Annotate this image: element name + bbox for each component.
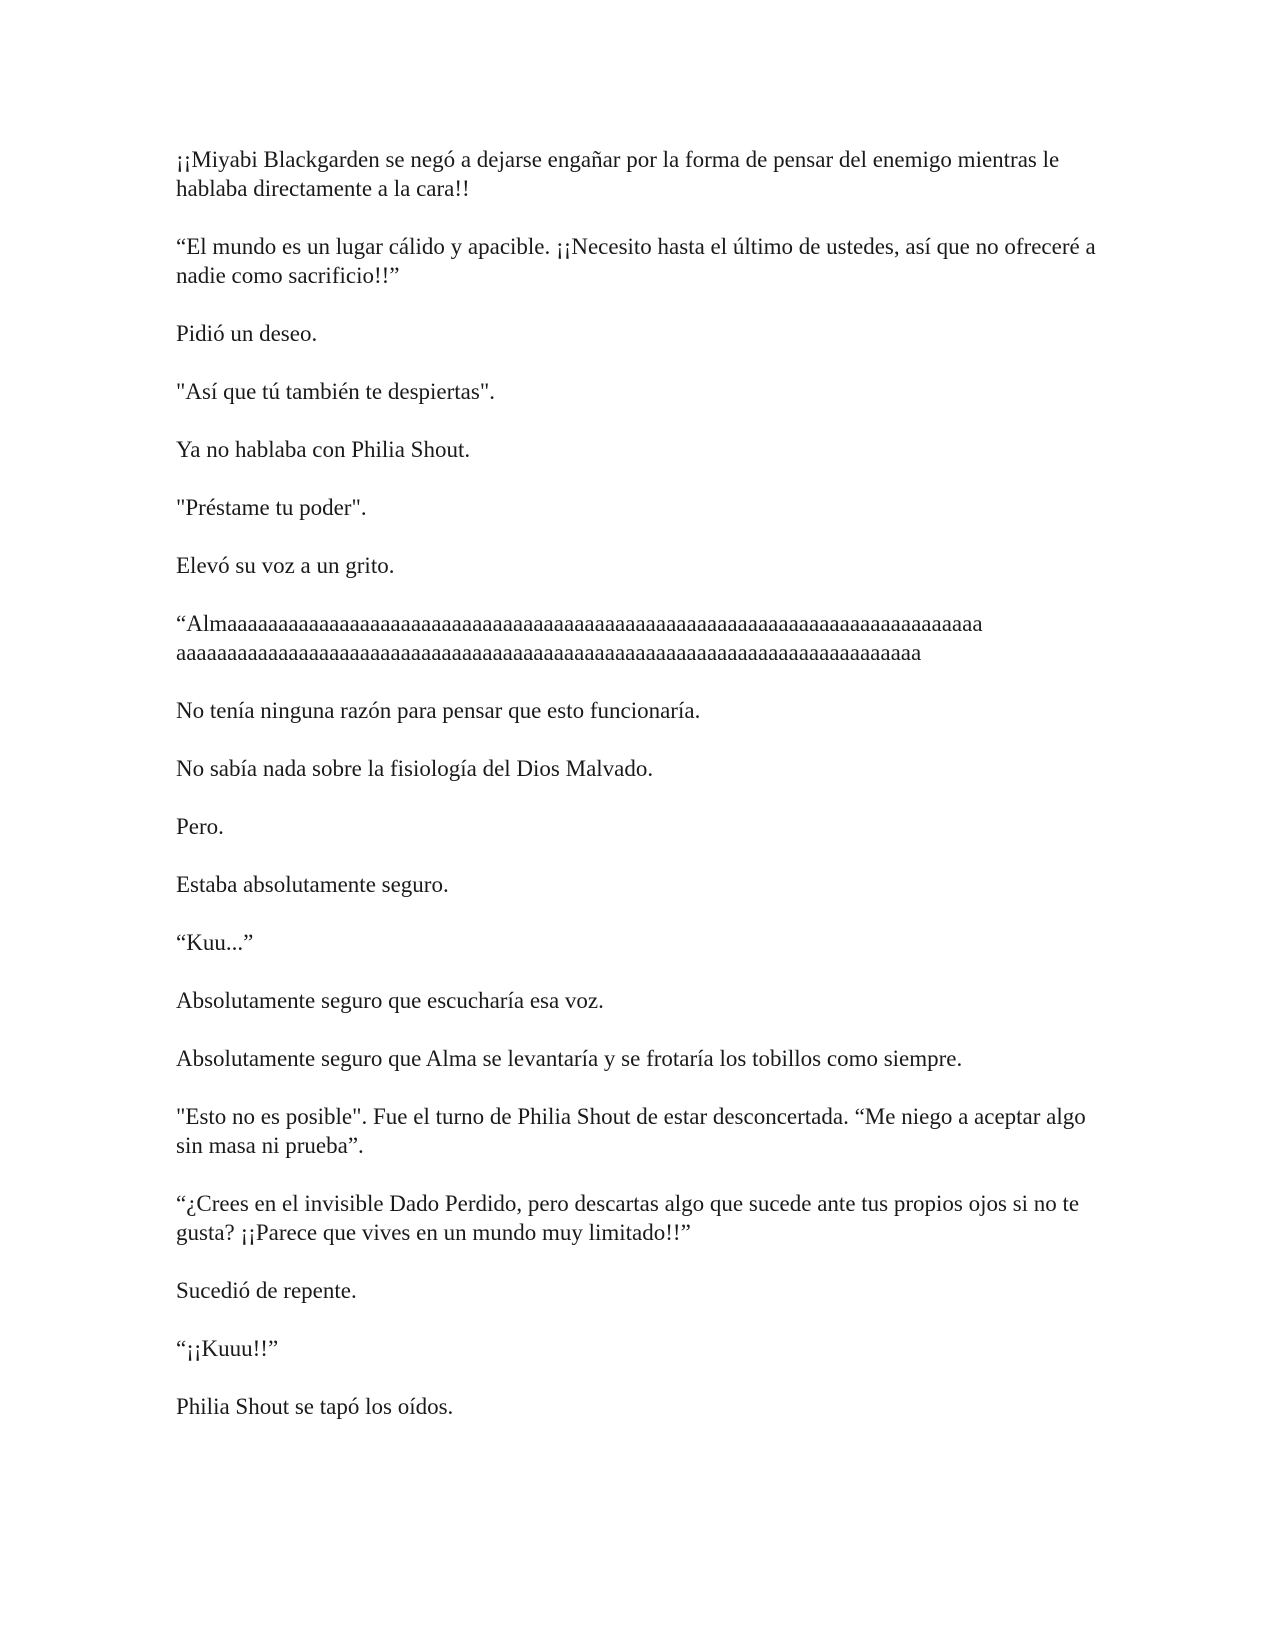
paragraph: Sucedió de repente. — [176, 1278, 357, 1303]
paragraph: Absolutamente seguro que Alma se levantaría y se frotaría los tobillos como siempre. — [176, 1046, 963, 1071]
paragraph: "Esto no es posible". Fue el turno de Philia Shout de estar desconcertada. “Me niego a aceptar algo sin masa ni prueba”. — [176, 1104, 1086, 1158]
paragraph: Estaba absolutamente seguro. — [176, 872, 449, 897]
paragraph: Ya no hablaba con Philia Shout. — [176, 437, 471, 462]
paragraph: “¿Crees en el invisible Dado Perdido, pero descartas algo que sucede ante tus propios ojos si no te gusta? ¡¡Parece que vives en un mundo muy limitado!!” — [176, 1191, 1080, 1245]
paragraph: No sabía nada sobre la fisiología del Dios Malvado. — [176, 756, 654, 781]
paragraph: ¡¡Miyabi Blackgarden se negó a dejarse engañar por la forma de pensar del enemigo mientras le hablaba directamente a la cara!! — [176, 147, 1060, 201]
scream-paragraph — [176, 609, 1096, 667]
paragraph: Elevó su voz a un grito. — [176, 553, 395, 578]
scream-line-2: aaaaaaaaaaaaaaaaaaaaaaaaaaaaaaaaaaaaaaaaaaaaaaaaaaaaaaaaaaaaaaaaaaaaaaaaa — [176, 640, 922, 665]
paragraph: “Kuu...” — [176, 930, 254, 955]
scream-line-1: “Almaaaaaaaaaaaaaaaaaaaaaaaaaaaaaaaaaaaaaaaaaaaaaaaaaaaaaaaaaaaaaaaaaaaaaaaaaa — [176, 611, 983, 636]
paragraph: "Préstame tu poder". — [176, 495, 367, 520]
paragraph: “¡¡Kuuu!!” — [176, 1336, 279, 1361]
paragraph: “El mundo es un lugar cálido y apacible. ¡¡Necesito hasta el último de ustedes, así que no ofreceré a nadie como sacrificio!!” — [176, 234, 1096, 288]
paragraph: Absolutamente seguro que escucharía esa voz. — [176, 988, 604, 1013]
paragraph: No tenía ninguna razón para pensar que esto funcionaría. — [176, 698, 701, 723]
paragraph: Pidió un deseo. — [176, 321, 318, 346]
document-page — [176, 145, 1096, 1450]
paragraph: "Así que tú también te despiertas". — [176, 379, 495, 404]
paragraph: Pero. — [176, 814, 224, 839]
paragraph: Philia Shout se tapó los oídos. — [176, 1394, 454, 1419]
